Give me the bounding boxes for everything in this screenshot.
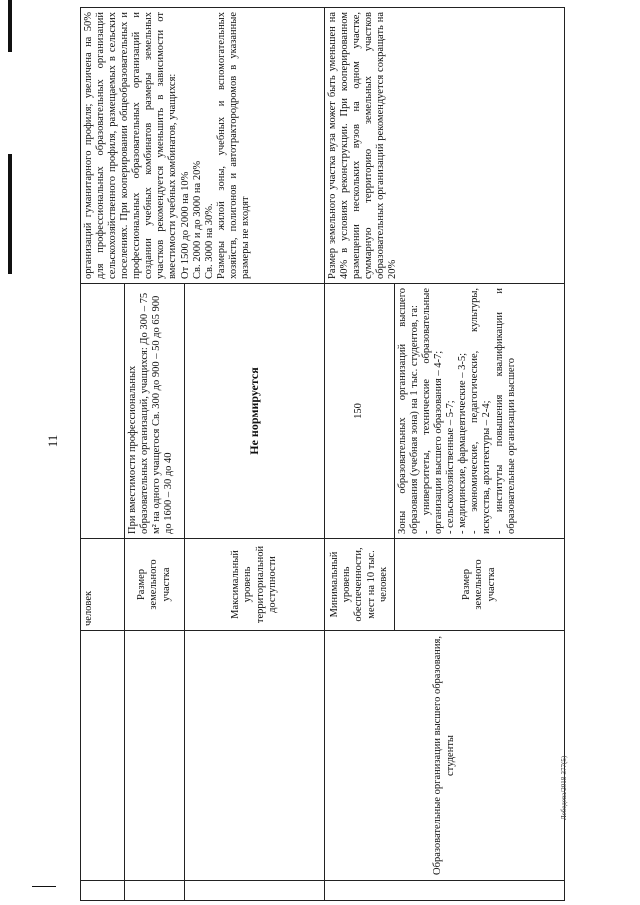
- empty-cell: [185, 881, 325, 901]
- note-zones: Размеры жилой зоны, учебных и вспомогательных хозяйств, полигонов и автотрактородромов в указанные размеры не входят: [215, 12, 251, 279]
- indicator-cell: Размер земельного участка: [395, 539, 565, 631]
- empty-cell: [81, 881, 125, 901]
- binding-mark-top: [8, 0, 12, 52]
- indicator-cell: Максимальный уровень территориальной доступности: [185, 539, 325, 631]
- indicator-cell: Размер земельного участка: [125, 539, 185, 631]
- table-row: [81, 8, 125, 901]
- note-cell: Размер земельного участка вуза может быть уменьшен на 40% в условиях реконструкции. При кооперированном размещении нескольких вузов на одном участке, суммарную территорию земельных участков образовательных организаций рекомендуется сокращать на 20%: [325, 8, 565, 284]
- table-row: [325, 8, 395, 901]
- indicator-cell: человек: [81, 539, 125, 631]
- value-number: 150: [353, 403, 365, 419]
- empty-cell: [81, 631, 125, 881]
- value-line: - университеты, технические образовательные организации высшего образования – 4-7;: [421, 288, 445, 534]
- binding-mark-corner: [32, 886, 56, 887]
- empty-cell: [125, 631, 185, 881]
- value-cell: Не нормируется: [185, 284, 325, 539]
- group-label-cell: Образовательные организации высшего образования, студенты: [325, 631, 565, 881]
- value-cell: При вместимости профессиональных образовательных организаций, учащихся: До 300 – 75 м² на одного учащегося Св. 300 до 900 – 50 до 65 900 до 1600 – 30 до 40: [125, 284, 185, 539]
- note-cell: [81, 8, 325, 284]
- standards-table: [80, 7, 565, 901]
- note-line: От 1500 до 2000 на 10%: [179, 171, 191, 279]
- note-line: Св. 2000 и до 3000 на 20%: [191, 160, 203, 279]
- value-cell: [395, 284, 565, 539]
- value-cell: [81, 284, 125, 539]
- value-line: - сельскохозяйственные – 5-7;: [445, 400, 457, 534]
- rotated-table-sheet: [80, 8, 565, 901]
- value-line: - медицинские, фармацевтические – 3-5;: [457, 352, 469, 534]
- value-cell: [325, 284, 395, 539]
- empty-cell: [185, 631, 325, 881]
- value-line: - институты повышения квалификации и образовательные организации высшего: [493, 288, 517, 534]
- binding-mark-bottom: [8, 154, 12, 274]
- value-line: - экономические, педагогические, культуры, искусства, архитектуры – 2-4;: [469, 288, 493, 534]
- note-line: Св. 3000 на 30%.: [203, 203, 215, 279]
- empty-cell: [125, 881, 185, 901]
- indicator-cell: Минимальный уровень обеспеченности, мест на 10 тыс. человек: [325, 539, 395, 631]
- page-number: 11: [45, 434, 60, 448]
- note-text: организаций гуманитарного профиля; увеличена на 50% для профессиональных образовательных организаций сельскохозяйственного профиля, размещаемых в сельских поселениях. При кооперировании общеобразовательных и профессиональных образовательных организаций и создании учебных комбинатов размеры земельных участков рекомендуется уменьшить в зависимости от вместимости учебных комбинатов, учащихся:: [83, 12, 179, 279]
- footer-stamp: Лебедева/2018-377(5): [560, 755, 568, 820]
- empty-cell: [325, 881, 565, 901]
- value-line: Зоны образовательных организаций высшего образования (учебная зона) на 1 тыс. студентов, га:: [397, 288, 421, 534]
